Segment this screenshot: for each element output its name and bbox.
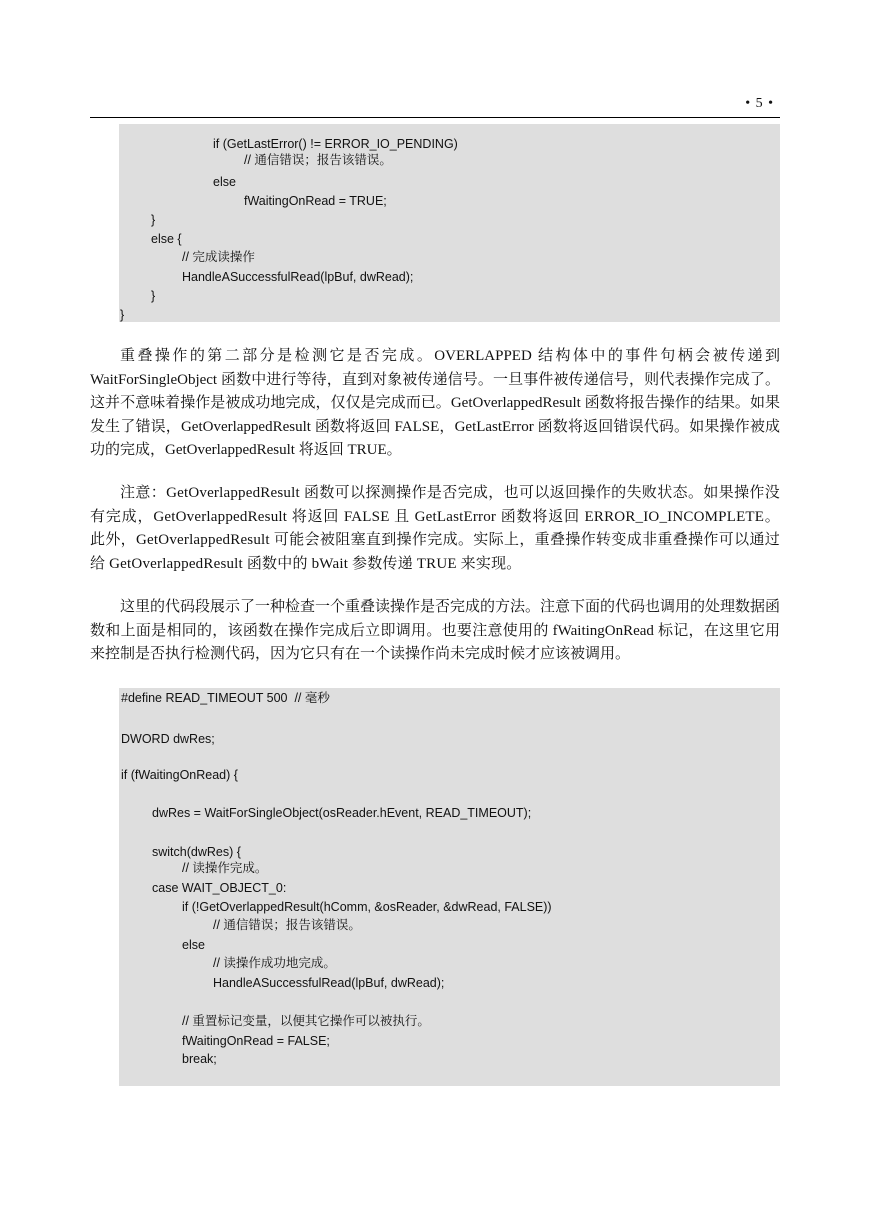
code-line: else { bbox=[151, 232, 182, 246]
code-line: // 通信错误；报告该错误。 bbox=[213, 918, 361, 932]
code-line: // 读操作完成。 bbox=[182, 861, 268, 875]
code-line: DWORD dwRes; bbox=[121, 732, 215, 746]
code-line: if (fWaitingOnRead) { bbox=[121, 768, 238, 782]
code-line: if (!GetOverlappedResult(hComm, &osReader, &dwRead, FALSE)) bbox=[182, 900, 552, 914]
code-line: } bbox=[120, 308, 125, 322]
code-line: } bbox=[151, 289, 156, 303]
code-line: else bbox=[182, 938, 205, 952]
code-line: HandleASuccessfulRead(lpBuf, dwRead); bbox=[182, 270, 414, 284]
code-line: break; bbox=[182, 1052, 217, 1066]
page-number: • 5 • bbox=[745, 96, 774, 111]
code-line: dwRes = WaitForSingleObject(osReader.hEvent, READ_TIMEOUT); bbox=[152, 806, 532, 820]
code-line: case WAIT_OBJECT_0: bbox=[152, 881, 287, 895]
body-paragraph: 这里的代码段展示了一种检查一个重叠读操作是否完成的方法。注意下面的代码也调用的处理数据函数和上面是相同的，该函数在操作完成后立即调用。也要注意使用的 fWaitingOnRead 标记，在这里它用来控制是否执行检测代码，因为它只有在一个读操作尚未完成时候才应该被调用。 bbox=[90, 599, 781, 663]
code-line: switch(dwRes) { bbox=[152, 845, 241, 859]
code-line: // 读操作成功地完成。 bbox=[213, 956, 336, 970]
code-line: HandleASuccessfulRead(lpBuf, dwRead); bbox=[213, 976, 445, 990]
code-line: if (GetLastError() != ERROR_IO_PENDING) bbox=[213, 137, 458, 151]
code-line: fWaitingOnRead = TRUE; bbox=[244, 194, 387, 208]
code-line: // 完成读操作 bbox=[182, 250, 255, 264]
code-line: // 重置标记变量，以便其它操作可以被执行。 bbox=[182, 1014, 430, 1028]
code-line: #define READ_TIMEOUT 500 // 毫秒 bbox=[121, 691, 330, 705]
code-block bbox=[119, 688, 780, 1086]
header-rule bbox=[90, 117, 780, 118]
code-block bbox=[119, 124, 780, 322]
code-line: else bbox=[213, 175, 236, 189]
code-line: fWaitingOnRead = FALSE; bbox=[182, 1034, 330, 1048]
code-line: // 通信错误；报告该错误。 bbox=[244, 153, 392, 167]
code-line: } bbox=[151, 213, 156, 227]
note-paragraph: 注意：GetOverlappedResult 函数可以探测操作是否完成，也可以返回操作的失败状态。如果操作没有完成，GetOverlappedResult 将返回 FALSE 且 GetLastError 函数将返回 ERROR_IO_INCOMPLETE。此外，GetOverlappedResult 可能会被阻塞直到操作完成。实际上，重叠操作转变成非重叠操作可以通过给 GetOverlappedResult 函数中的 bWait 参数传递 TRUE 来实现。 bbox=[90, 485, 780, 572]
body-paragraph: 重叠操作的第二部分是检测它是否完成。OVERLAPPED 结构体中的事件句柄会被传递到 WaitForSingleObject 函数中进行等待，直到对象被传递信号。一旦事件被传递信号，则代表操作完成了。这并不意味着操作是被成功地完成，仅仅是完成而已。GetOverlappedResult 函数将报告操作的结果。如果发生了错误，GetOverlappedResult 函数将返回 FALSE，GetLastError 函数将返回错误代码。如果操作被成功的完成，GetOverlappedResult 将返回 TRUE。 bbox=[90, 348, 780, 459]
